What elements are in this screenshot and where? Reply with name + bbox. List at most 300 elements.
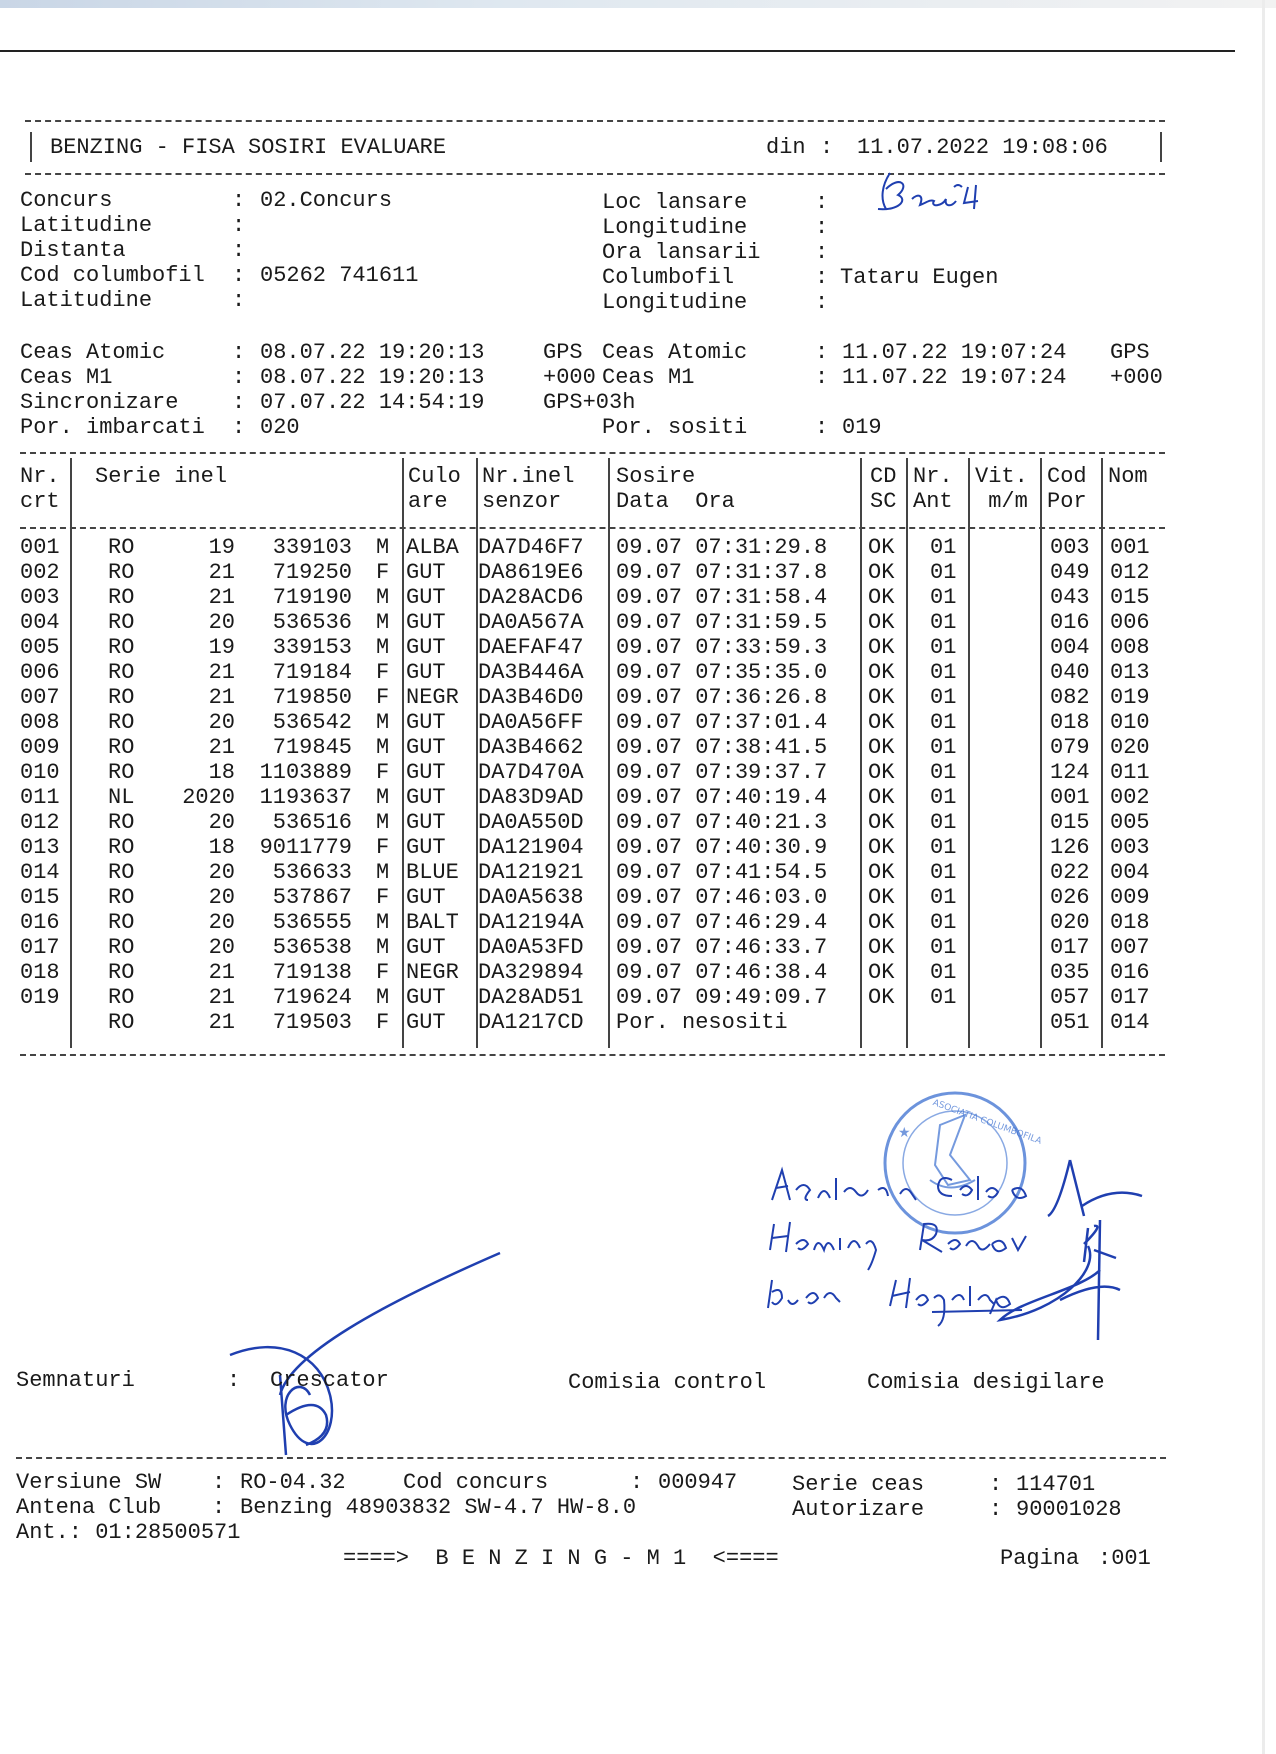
cell-ant: 01 <box>930 760 957 785</box>
cell-ant: 01 <box>930 710 957 735</box>
column-header-vit: m/m <box>975 489 1028 514</box>
cell-ant: 01 <box>930 660 957 685</box>
cell-culoare: GUT <box>406 610 446 635</box>
column-divider <box>1040 458 1042 1048</box>
cell-inel: 719624 <box>272 985 352 1010</box>
cell-nr: 004 <box>20 610 60 635</box>
cell-inel: 536542 <box>272 710 352 735</box>
footer-colon: : <box>989 1472 1003 1497</box>
cell-cdsc: OK <box>868 560 895 585</box>
cell-ant: 01 <box>930 685 957 710</box>
cell-cod: 016 <box>1050 610 1090 635</box>
cell-inel: 719250 <box>272 560 352 585</box>
cell-inel: 536538 <box>272 935 352 960</box>
cell-an: 20 <box>208 610 235 635</box>
cell-sosire: 09.07 07:41:54.5 <box>616 860 828 885</box>
cell-senzor: DA3B4662 <box>478 735 584 760</box>
cell-an: 19 <box>208 635 235 660</box>
cell-nr: 019 <box>20 985 60 1010</box>
cell-cod: 126 <box>1050 835 1090 860</box>
column-header-nom: Nom <box>1108 464 1148 489</box>
cell-sosire: 09.07 07:39:37.7 <box>616 760 828 785</box>
cell-sosire: 09.07 07:36:26.8 <box>616 685 828 710</box>
cell-nr: 007 <box>20 685 60 710</box>
cell-senzor: DA0A550D <box>478 810 584 835</box>
cell-cdsc: OK <box>868 985 895 1010</box>
cell-an: 21 <box>208 560 235 585</box>
cell-cdsc: OK <box>868 660 895 685</box>
info-left-colon: : <box>232 213 246 238</box>
cell-cod: 082 <box>1050 685 1090 710</box>
cell-inel: 536555 <box>272 910 352 935</box>
cell-ant: 01 <box>930 735 957 760</box>
cell-tara: RO <box>108 885 135 910</box>
cell-sosire: 09.07 07:40:19.4 <box>616 785 828 810</box>
cell-inel: 9011779 <box>259 835 352 860</box>
cell-an: 20 <box>208 810 235 835</box>
cell-culoare: ALBA <box>406 535 459 560</box>
cell-senzor: DA0A567A <box>478 610 584 635</box>
cell-nom: 009 <box>1110 885 1150 910</box>
control-commission-label: Comisia control <box>568 1370 767 1395</box>
cell-ant: 01 <box>930 535 957 560</box>
table-top-border <box>20 452 1165 454</box>
cell-inel: 339153 <box>272 635 352 660</box>
clock-left-value: 08.07.22 19:20:13 <box>260 340 485 365</box>
cell-inel: 719138 <box>272 960 352 985</box>
cell-cdsc: OK <box>868 785 895 810</box>
column-divider <box>906 458 908 1048</box>
signatures-label: Semnaturi <box>16 1368 135 1393</box>
cell-tara: RO <box>108 1010 135 1035</box>
cell-cod: 001 <box>1050 785 1090 810</box>
report-date-label: din <box>766 135 806 160</box>
cell-sosire: 09.07 07:46:38.4 <box>616 960 828 985</box>
cell-culoare: GUT <box>406 760 446 785</box>
cell-cod: 004 <box>1050 635 1090 660</box>
cell-nom: 012 <box>1110 560 1150 585</box>
report-date-colon: : <box>820 135 834 160</box>
cell-sosire: 09.07 07:38:41.5 <box>616 735 828 760</box>
info-right-label: Longitudine <box>602 215 748 240</box>
cell-nr: 005 <box>20 635 60 660</box>
cell-cdsc: OK <box>868 810 895 835</box>
cell-nom: 001 <box>1110 535 1150 560</box>
cell-sosire: 09.07 07:31:58.4 <box>616 585 828 610</box>
cell-ant: 01 <box>930 960 957 985</box>
cell-an: 19 <box>208 535 235 560</box>
cell-cod: 057 <box>1050 985 1090 1010</box>
cell-cod: 079 <box>1050 735 1090 760</box>
cell-nom: 017 <box>1110 985 1150 1010</box>
cell-senzor: DA0A56FF <box>478 710 584 735</box>
cell-nom: 008 <box>1110 635 1150 660</box>
cell-senzor: DA7D470A <box>478 760 584 785</box>
column-header-senzor: senzor <box>482 489 562 514</box>
cell-cdsc: OK <box>868 835 895 860</box>
info-left-label: Latitudine <box>20 213 153 238</box>
cell-inel: 1103889 <box>259 760 352 785</box>
cell-tara: RO <box>108 710 135 735</box>
cell-inel: 1193637 <box>259 785 352 810</box>
footer-clock-serial-label: Serie ceas <box>792 1472 925 1497</box>
cell-nom: 007 <box>1110 935 1150 960</box>
cell-cod: 035 <box>1050 960 1090 985</box>
cell-culoare: NEGR <box>406 685 459 710</box>
footer-antenna-value: Benzing 48903832 SW-4.7 HW-8.0 <box>240 1495 637 1520</box>
cell-tara: RO <box>108 910 135 935</box>
cell-ant: 01 <box>930 560 957 585</box>
cell-sosire: 09.07 07:46:03.0 <box>616 885 828 910</box>
cell-an: 18 <box>208 760 235 785</box>
cell-senzor: DA28ACD6 <box>478 585 584 610</box>
cell-tara: RO <box>108 685 135 710</box>
cell-tara: RO <box>108 985 135 1010</box>
cell-nr: 006 <box>20 660 60 685</box>
footer-authorization-value: 90001028 <box>1016 1497 1122 1522</box>
stamp-text: ASOCIATIA COLUMBOFILA <box>931 1097 1043 1147</box>
cell-culoare: GUT <box>406 585 446 610</box>
cell-an: 20 <box>208 885 235 910</box>
cell-nr: 016 <box>20 910 60 935</box>
clock-right-colon: : <box>815 365 829 390</box>
cell-an: 18 <box>208 835 235 860</box>
footer-version-value: RO-04.32 <box>240 1470 346 1495</box>
clock-left-suffix: GPS+03h <box>543 390 636 415</box>
cell-ant: 01 <box>930 810 957 835</box>
cell-cdsc: OK <box>868 860 895 885</box>
table-header-bottom-border <box>20 527 1165 529</box>
column-divider <box>968 458 970 1048</box>
cell-culoare: GUT <box>406 1010 446 1035</box>
footer-colon: : <box>212 1470 226 1495</box>
cell-cdsc: OK <box>868 735 895 760</box>
cell-nr: 014 <box>20 860 60 885</box>
cell-sosire: 09.07 07:46:33.7 <box>616 935 828 960</box>
report-title: BENZING - FISA SOSIRI EVALUARE <box>50 135 447 160</box>
cell-cdsc: OK <box>868 685 895 710</box>
cell-senzor: DA28AD51 <box>478 985 584 1010</box>
cell-an: 20 <box>208 860 235 885</box>
info-right-label: Ora lansarii <box>602 240 761 265</box>
cell-cod: 040 <box>1050 660 1090 685</box>
cell-ant: 01 <box>930 835 957 860</box>
cell-ant: 01 <box>930 910 957 935</box>
cell-senzor: DA0A5638 <box>478 885 584 910</box>
cell-culoare: GUT <box>406 710 446 735</box>
scan-right-edge <box>1262 0 1265 1754</box>
cell-nom: 005 <box>1110 810 1150 835</box>
cell-nr: 018 <box>20 960 60 985</box>
clock-left-value: 020 <box>260 415 300 440</box>
info-right-colon: : <box>815 290 829 315</box>
cell-cod: 017 <box>1050 935 1090 960</box>
cell-ant: 01 <box>930 785 957 810</box>
column-header-nr: crt <box>20 489 60 514</box>
cell-sex: M <box>376 935 390 960</box>
cell-senzor: DA1217CD <box>478 1010 584 1035</box>
cell-inel: 719503 <box>272 1010 352 1035</box>
clock-left-label: Ceas M1 <box>20 365 113 390</box>
cell-tara: RO <box>108 560 135 585</box>
signatures-colon: : <box>227 1368 241 1393</box>
cell-sosire: 09.07 07:40:21.3 <box>616 810 828 835</box>
cell-tara: RO <box>108 660 135 685</box>
cell-culoare: GUT <box>406 735 446 760</box>
cell-nr: 010 <box>20 760 60 785</box>
cell-ant: 01 <box>930 635 957 660</box>
clock-right-value: 11.07.22 19:07:24 <box>842 365 1067 390</box>
handwritten-place <box>860 165 1010 225</box>
cell-cod: 022 <box>1050 860 1090 885</box>
commission-handwriting <box>760 1140 1180 1380</box>
cell-nom: 018 <box>1110 910 1150 935</box>
info-right-colon: : <box>815 240 829 265</box>
info-left-colon: : <box>232 188 246 213</box>
column-header-nr: Nr. <box>20 464 60 489</box>
clock-right-suffix: +000 <box>1110 365 1163 390</box>
cell-cdsc: OK <box>868 760 895 785</box>
cell-sosire: 09.07 07:37:01.4 <box>616 710 828 735</box>
clock-right-colon: : <box>815 415 829 440</box>
cell-an: 21 <box>208 585 235 610</box>
cell-culoare: GUT <box>406 660 446 685</box>
cell-cod: 049 <box>1050 560 1090 585</box>
cell-nr: 013 <box>20 835 60 860</box>
report-date: 11.07.2022 19:08:06 <box>857 135 1108 160</box>
clock-left-value: 07.07.22 14:54:19 <box>260 390 485 415</box>
cell-sosire: 09.07 07:31:37.8 <box>616 560 828 585</box>
cell-senzor: DAEFAF47 <box>478 635 584 660</box>
info-left-label: Latitudine <box>20 288 153 313</box>
cell-an: 20 <box>208 910 235 935</box>
info-right-colon: : <box>815 265 829 290</box>
column-header-vit: Vit. <box>975 464 1028 489</box>
cell-tara: RO <box>108 935 135 960</box>
cell-tara: RO <box>108 735 135 760</box>
column-header-sosire: Data Ora <box>616 489 735 514</box>
column-header-senzor: Nr.inel <box>482 464 575 489</box>
header-right-border <box>1160 132 1162 162</box>
clock-left-suffix: +000 <box>543 365 596 390</box>
cell-ant: 01 <box>930 935 957 960</box>
footer-contest-code-label: Cod concurs <box>403 1470 549 1495</box>
cell-ant: 01 <box>930 985 957 1010</box>
cell-nr: 009 <box>20 735 60 760</box>
scan-edge <box>0 0 1276 8</box>
cell-senzor: DA12194A <box>478 910 584 935</box>
info-left-value: 02.Concurs <box>260 188 393 213</box>
cell-culoare: GUT <box>406 985 446 1010</box>
cell-nr: 003 <box>20 585 60 610</box>
cell-cod: 051 <box>1050 1010 1090 1035</box>
header-left-border <box>30 132 32 162</box>
footer-contest-code-value: 000947 <box>658 1470 738 1495</box>
cell-inel: 339103 <box>272 535 352 560</box>
cell-tara: NL <box>108 785 135 810</box>
info-left-colon: : <box>232 238 246 263</box>
cell-culoare: GUT <box>406 560 446 585</box>
footer-authorization-label: Autorizare <box>792 1497 925 1522</box>
cell-an: 21 <box>208 1010 235 1035</box>
clock-left-label: Ceas Atomic <box>20 340 166 365</box>
info-right-label: Loc lansare <box>602 190 748 215</box>
cell-nr: 015 <box>20 885 60 910</box>
cell-ant: 01 <box>930 860 957 885</box>
cell-cdsc: OK <box>868 885 895 910</box>
cell-cod: 043 <box>1050 585 1090 610</box>
cell-culoare: GUT <box>406 935 446 960</box>
cell-culoare: GUT <box>406 810 446 835</box>
clock-right-label: Ceas M1 <box>602 365 695 390</box>
column-divider <box>608 458 610 1048</box>
cell-sosire: Por. nesositi <box>616 1010 788 1035</box>
cell-sex: M <box>376 635 390 660</box>
table-bottom-border <box>20 1054 1165 1056</box>
cell-nr: 012 <box>20 810 60 835</box>
cell-sosire: 09.07 07:46:29.4 <box>616 910 828 935</box>
cell-sex: F <box>376 560 390 585</box>
cell-nom: 019 <box>1110 685 1150 710</box>
cell-nr: 011 <box>20 785 60 810</box>
cell-cdsc: OK <box>868 935 895 960</box>
footer-page-value: :001 <box>1098 1546 1151 1571</box>
clock-right-colon: : <box>815 340 829 365</box>
info-right-label: Columbofil <box>602 265 735 290</box>
clock-left-colon: : <box>232 340 246 365</box>
cell-inel: 537867 <box>272 885 352 910</box>
column-header-culoare: are <box>408 489 448 514</box>
cell-culoare: NEGR <box>406 960 459 985</box>
info-right-label: Longitudine <box>602 290 748 315</box>
cell-nom: 006 <box>1110 610 1150 635</box>
column-divider <box>70 458 72 1048</box>
clock-right-label: Por. sositi <box>602 415 748 440</box>
cell-an: 20 <box>208 710 235 735</box>
cell-sex: M <box>376 535 390 560</box>
cell-cdsc: OK <box>868 710 895 735</box>
cell-nr: 002 <box>20 560 60 585</box>
cell-culoare: GUT <box>406 885 446 910</box>
column-divider <box>402 458 404 1048</box>
clock-right-suffix: GPS <box>1110 340 1150 365</box>
cell-cdsc: OK <box>868 960 895 985</box>
cell-sosire: 09.07 07:31:59.5 <box>616 610 828 635</box>
footer-page-label: Pagina <box>1000 1546 1080 1571</box>
cell-sex: F <box>376 1010 390 1035</box>
cell-cod: 020 <box>1050 910 1090 935</box>
cell-ant: 01 <box>930 585 957 610</box>
cell-an: 2020 <box>182 785 235 810</box>
footer-antenna-label: Antena Club <box>16 1495 162 1520</box>
cell-ant: 01 <box>930 610 957 635</box>
clock-right-value: 11.07.22 19:07:24 <box>842 340 1067 365</box>
cell-sex: M <box>376 585 390 610</box>
cell-senzor: DA0A53FD <box>478 935 584 960</box>
cell-an: 21 <box>208 960 235 985</box>
cell-tara: RO <box>108 835 135 860</box>
cell-nom: 013 <box>1110 660 1150 685</box>
cell-sex: F <box>376 685 390 710</box>
footer-colon: : <box>212 1495 226 1520</box>
info-left-colon: : <box>232 288 246 313</box>
cell-sex: M <box>376 610 390 635</box>
column-header-serie: Serie inel <box>95 464 228 489</box>
cell-nom: 020 <box>1110 735 1150 760</box>
cell-inel: 536633 <box>272 860 352 885</box>
cell-cdsc: OK <box>868 585 895 610</box>
column-header-ant: Nr. <box>913 464 953 489</box>
cell-senzor: DA329894 <box>478 960 584 985</box>
clock-left-value: 08.07.22 19:20:13 <box>260 365 485 390</box>
info-right-value: Tataru Eugen <box>840 265 999 290</box>
clock-left-colon: : <box>232 365 246 390</box>
column-header-sosire: Sosire <box>616 464 696 489</box>
cell-tara: RO <box>108 960 135 985</box>
footer-rule <box>16 1457 1166 1459</box>
cell-senzor: DA121921 <box>478 860 584 885</box>
column-header-ant: Ant <box>913 489 953 514</box>
cell-sex: F <box>376 835 390 860</box>
cell-sosire: 09.07 07:33:59.3 <box>616 635 828 660</box>
cell-an: 21 <box>208 985 235 1010</box>
cell-cod: 026 <box>1050 885 1090 910</box>
footer-antenna-id: Ant.: 01:28500571 <box>16 1520 241 1545</box>
cell-inel: 536516 <box>272 810 352 835</box>
cell-sex: M <box>376 810 390 835</box>
cell-sex: M <box>376 860 390 885</box>
cell-ant: 01 <box>930 885 957 910</box>
clock-left-label: Sincronizare <box>20 390 179 415</box>
cell-sex: F <box>376 760 390 785</box>
cell-tara: RO <box>108 610 135 635</box>
cell-inel: 719850 <box>272 685 352 710</box>
cell-nom: 004 <box>1110 860 1150 885</box>
column-header-culoare: Culo <box>408 464 461 489</box>
cell-cdsc: OK <box>868 535 895 560</box>
cell-tara: RO <box>108 810 135 835</box>
breeder-signature <box>220 1245 520 1475</box>
footer-colon: : <box>989 1497 1003 1522</box>
clock-left-colon: : <box>232 415 246 440</box>
cell-cod: 018 <box>1050 710 1090 735</box>
cell-nr: 017 <box>20 935 60 960</box>
clock-left-colon: : <box>232 390 246 415</box>
footer-banner: ====> B E N Z I N G - M 1 <==== <box>343 1546 779 1571</box>
header-top-border <box>25 120 1165 122</box>
cell-cod: 015 <box>1050 810 1090 835</box>
cell-nr: 001 <box>20 535 60 560</box>
cell-tara: RO <box>108 585 135 610</box>
info-left-label: Cod columbofil <box>20 263 205 288</box>
cell-sex: F <box>376 660 390 685</box>
info-right-colon: : <box>815 190 829 215</box>
cell-sex: M <box>376 735 390 760</box>
cell-sex: F <box>376 960 390 985</box>
cell-cod: 003 <box>1050 535 1090 560</box>
info-left-label: Concurs <box>20 188 113 213</box>
cell-sex: M <box>376 985 390 1010</box>
cell-sex: M <box>376 910 390 935</box>
cell-sosire: 09.07 07:31:29.8 <box>616 535 828 560</box>
info-left-value: 05262 741611 <box>260 263 419 288</box>
column-header-cod: Cod <box>1047 464 1087 489</box>
clock-left-suffix: GPS <box>543 340 583 365</box>
cell-nom: 010 <box>1110 710 1150 735</box>
cell-an: 21 <box>208 685 235 710</box>
cell-nom: 014 <box>1110 1010 1150 1035</box>
cell-cod: 124 <box>1050 760 1090 785</box>
